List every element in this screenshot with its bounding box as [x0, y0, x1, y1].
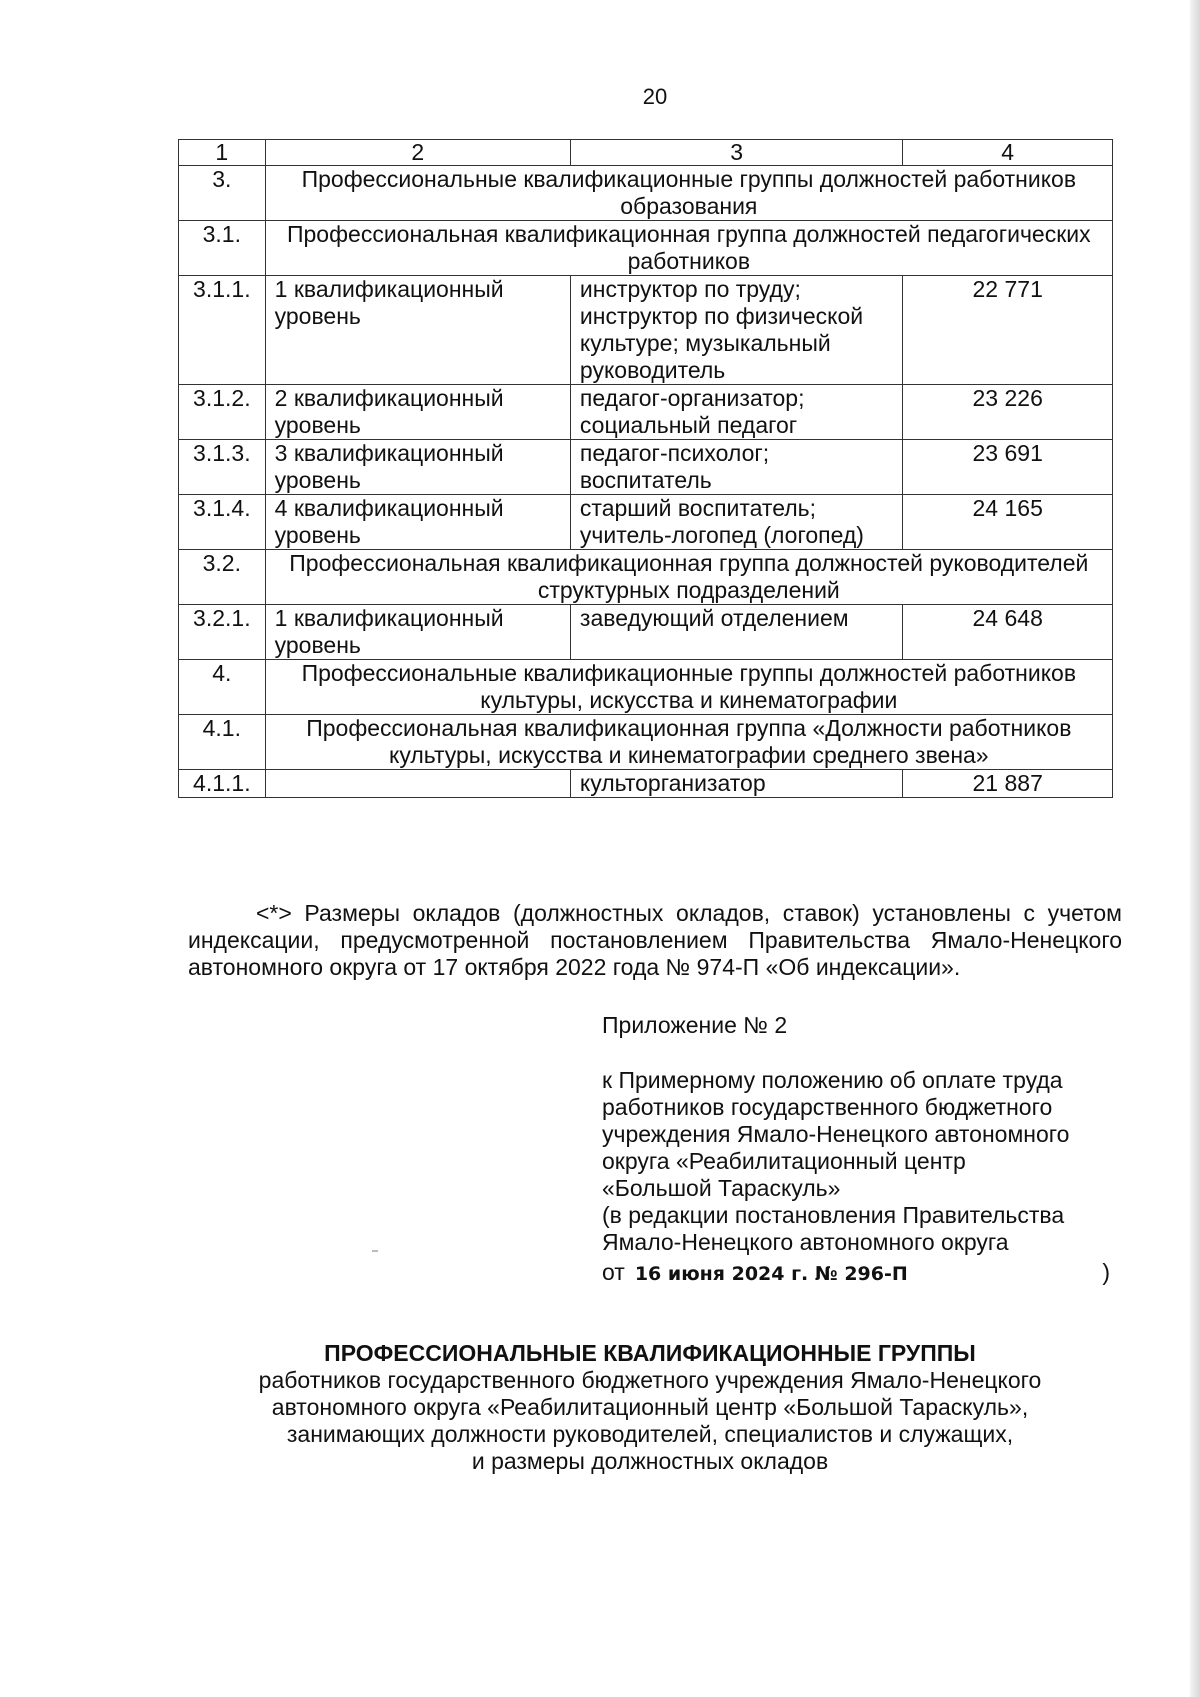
group-title: Профессиональная квалификационная группа «Должности работников культуры, искусства и кинематографии среднего звена» [265, 715, 1112, 770]
table-row [179, 276, 1113, 385]
positions: заведующий отделением [570, 605, 902, 660]
positions: культорганизатор [570, 770, 902, 798]
page-number: 20 [642, 84, 668, 109]
table-row-group [179, 166, 1113, 221]
salary-value: 23 226 [903, 385, 1113, 440]
positions: инструктор по труду; инструктор по физической культуре; музыкальный руководитель [570, 276, 902, 385]
appendix-line: работников государственного бюджетного [602, 1094, 1053, 1120]
qualification-level [265, 770, 570, 798]
positions: старший воспитатель; учитель-логопед (логопед) [570, 495, 902, 550]
table-row [179, 770, 1113, 798]
qualification-level: 2 квалификационный уровень [265, 385, 570, 440]
appendix-line: (в редакции постановления Правительства [602, 1202, 1065, 1228]
header-col-2: 2 [265, 140, 570, 166]
qualification-level: 1 квалификационный уровень [265, 605, 570, 660]
heading-line: занимающих должности руководителей, специалистов и служащих, [286, 1421, 1014, 1447]
row-number: 3.1. [179, 221, 266, 276]
appendix-line: «Большой Тараскуль» [602, 1175, 841, 1201]
heading-line: автономного округа «Реабилитационный центр «Большой Тараскуль», [271, 1394, 1029, 1420]
group-title: Профессиональная квалификационная группа должностей педагогических работников [265, 221, 1112, 276]
appendix-line: учреждения Ямало-Ненецкого автономного [602, 1121, 1070, 1147]
header-col-1: 1 [179, 140, 266, 166]
row-number: 3.2. [179, 550, 266, 605]
group-title: Профессиональные квалификационные группы должностей работников образования [265, 166, 1112, 221]
appendix-line: Ямало-Ненецкого автономного округа [602, 1229, 1009, 1255]
salary-value: 21 887 [903, 770, 1113, 798]
table-row [179, 440, 1113, 495]
row-number: 3.1.2. [179, 385, 266, 440]
appendix-line: округа «Реабилитационный центр [602, 1148, 966, 1174]
table-row-group [179, 550, 1113, 605]
table-header-row [179, 140, 1113, 166]
appendix-title: Приложение № 2 [602, 1012, 788, 1038]
row-number: 3.1.3. [179, 440, 266, 495]
heading-title: ПРОФЕССИОНАЛЬНЫЕ КВАЛИФИКАЦИОННЫЕ ГРУППЫ [324, 1340, 976, 1366]
heading-line: работников государственного бюджетного учреждения Ямало-Ненецкого [258, 1367, 1042, 1393]
header-col-4: 4 [903, 140, 1113, 166]
page-edge-shadow [1190, 0, 1200, 1697]
table-row [179, 605, 1113, 660]
table-row [179, 495, 1113, 550]
table-row [179, 385, 1113, 440]
heading-line: и размеры должностных окладов [471, 1448, 829, 1474]
qualification-level: 1 квалификационный уровень [265, 276, 570, 385]
document-heading [170, 1340, 1130, 1475]
qualification-level: 4 квалификационный уровень [265, 495, 570, 550]
resolution-date-line [602, 1259, 1110, 1288]
row-number: 3.1.4. [179, 495, 266, 550]
closing-parenthesis: ) [1102, 1259, 1110, 1285]
appendix-line: к Примерному положению об оплате труда [602, 1067, 1063, 1093]
positions: педагог-психолог; воспитатель [570, 440, 902, 495]
table-row-group [179, 221, 1113, 276]
group-title: Профессиональные квалификационные группы должностей работников культуры, искусства и кинематографии [265, 660, 1112, 715]
resolution-date: 16 июня 2024 г. № 296-П [634, 1263, 908, 1285]
table-row-group [179, 660, 1113, 715]
salary-value: 24 165 [903, 495, 1113, 550]
qualification-level: 3 квалификационный уровень [265, 440, 570, 495]
salary-value: 23 691 [903, 440, 1113, 495]
row-number: 3.2.1. [179, 605, 266, 660]
row-number: 4. [179, 660, 266, 715]
appendix-reference [602, 1067, 1122, 1256]
header-col-3: 3 [570, 140, 902, 166]
table-row-group [179, 715, 1113, 770]
salary-table [178, 139, 1113, 798]
salary-value: 22 771 [903, 276, 1113, 385]
positions: педагог-организатор; социальный педагог [570, 385, 902, 440]
date-prefix: от [602, 1259, 625, 1285]
row-number: 3.1.1. [179, 276, 266, 385]
scan-artifact [372, 1250, 378, 1252]
salary-value: 24 648 [903, 605, 1113, 660]
footnote-paragraph: <*> Размеры окладов (должностных окладов, ставок) установлены с учетом индексации, предусмотренной постановлением Правительства Ямало-Ненецкого автономного округа от 17 октября 2022 года № 974-П «Об индексации». [188, 900, 1122, 980]
row-number: 3. [179, 166, 266, 221]
row-number: 4.1. [179, 715, 266, 770]
group-title: Профессиональная квалификационная группа должностей руководителей структурных подразделений [265, 550, 1112, 605]
row-number: 4.1.1. [179, 770, 266, 798]
